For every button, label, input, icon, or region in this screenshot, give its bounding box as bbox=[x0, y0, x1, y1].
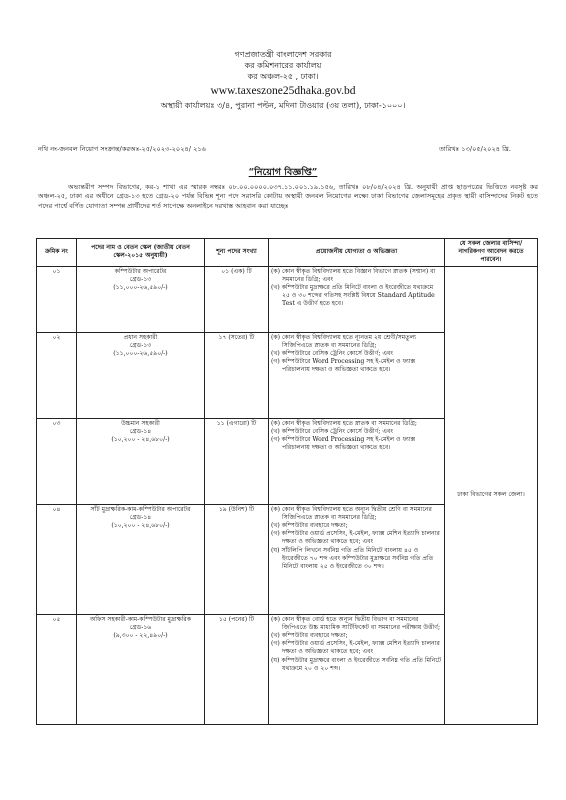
qualification-item: (গ) কম্পিউটার ওয়ার্ড প্রসেসিং, ই-মেইল, ফ্যাক্স মেশিন ইত্যাদি চালনার দক্ষতা ও অভিজ্ঞতা থাকতে হবে; এবং bbox=[271, 640, 440, 656]
serial-cell: ০১ bbox=[37, 266, 77, 332]
qualification-cell bbox=[269, 504, 445, 614]
qualification-item: (ক) কোন স্বীকৃত বিশ্ববিদ্যালয় হতে বিজ্ঞান বিভাগে স্নাতক (সম্মান) বা সমমানের ডিগ্রি; এবং bbox=[271, 267, 436, 283]
serial-cell: ০৪ bbox=[37, 504, 77, 614]
header-address: অস্থায়ী কার্যালয়ঃ ৩/৪, পুরানা পল্টন, মদিনা টাওয়ার (৩য় তলা), ঢাকা-১০০০। bbox=[160, 101, 406, 110]
post-name: কম্পিউটার অপারেটর bbox=[114, 267, 167, 275]
post-cell bbox=[77, 614, 205, 724]
qualification-item: (ঘ) সাঁটলিপি লিখনে সর্বনিম্ন গতি প্রতি মিনিটে বাংলায় ৪৫ ও ইংরেজীতে ৭০ শব্দ এবং কম্পিউটার মুদ্রাক্ষরে সর্বনিম্ন গতি প্রতি মিনিটে বাংলায় ২৫ ও ইংরেজীতে ৩০ শব্দ। bbox=[271, 546, 434, 571]
table-header-row bbox=[37, 239, 538, 267]
qualification-item: (খ) কম্পিউটার মুদ্রাক্ষরে প্রতি মিনিটে বাংলা ও ইংরেজীতে যথাক্রমে ২৫ ও ৩০ শব্দের গতিসহ সংশ্লিষ্ট বিষয়ে Standard Aptitude Test এ উত্তীর্ণ হতে হবে। bbox=[271, 284, 435, 308]
header-zone: কর অঞ্চল-২৫ , ঢাকা। bbox=[247, 72, 319, 81]
qualification-item: (গ) কম্পিউটারে Word Processing সহ ই-মেইল ও ফ্যাক্স পরিচালনায় দক্ষতা ও অভিজ্ঞতা থাকতে হবে। bbox=[271, 436, 416, 452]
header-district: যে সকল জেলার বাসিন্দা/ নাগরিকগণ আবেদন করতে পারবেন। bbox=[445, 239, 538, 267]
post-grade: গ্রেড-১৩ bbox=[129, 275, 152, 283]
qualification-item: (খ) কম্পিউটারে বেসিক ট্রেনিং কোর্সে উত্তীর্ণ; এবং bbox=[271, 427, 393, 435]
header-website[interactable]: www.taxeszone25dhaka.gov.bd bbox=[210, 85, 356, 97]
qualification-cell bbox=[269, 266, 445, 332]
notice-title: “নিয়োগ বিজ্ঞপ্তি” bbox=[248, 167, 318, 178]
header-govt: গণপ্রজাতন্ত্রী বাংলাদেশ সরকার bbox=[234, 50, 332, 59]
vacancy-table bbox=[36, 238, 538, 725]
post-scale: (১১,০০০-২৬,৫৯০/-) bbox=[113, 284, 168, 292]
post-cell bbox=[77, 504, 205, 614]
qualification-item: (ক) কোন স্বীকৃত বিশ্ববিদ্যালয় হতে ন্যূনতম ২য় শ্রেণী/সমতুল্য সিজিপিএতে স্নাতক বা সমমানের ডিগ্রি; bbox=[271, 333, 417, 349]
qualification-item: (ক) কোন স্বীকৃত বিশ্ববিদ্যালয় হতে অন্যূন দ্বিতীয় শ্রেণি বা সমমানের সিজিপিএতে স্নাতক বা সমমানের ডিগ্রি; bbox=[271, 505, 432, 521]
post-name: সাঁট মুদ্রাক্ষরিক-কাম-কম্পিউটার অপারেটর bbox=[90, 505, 191, 513]
qualification-item: (খ) কম্পিউটার ব্যবহারে দক্ষতা; bbox=[271, 522, 348, 530]
post-name: প্রধান সহকারী bbox=[123, 333, 158, 341]
post-grade: গ্রেড-১৬ bbox=[129, 623, 152, 631]
serial-cell: ০৫ bbox=[37, 614, 77, 724]
post-scale: (৯,৩০০ - ২২,৪৯০/-) bbox=[113, 632, 168, 640]
post-grade: গ্রেড-১৪ bbox=[129, 427, 152, 435]
header-office: কর কমিশনারের কার্যালয় bbox=[244, 61, 322, 70]
qualification-item: (গ) কম্পিউটারে Word Processing সহ ই-মেইল ও ফ্যাক্স পরিচালনায় দক্ষতা ও অভিজ্ঞতা থাকতে হবে। bbox=[271, 358, 416, 374]
vacancy-cell: ১৯ (উনিশ) টি bbox=[205, 504, 269, 614]
header-serial: ক্রমিক নং bbox=[37, 239, 77, 267]
header-post: পদের নাম ও বেতন স্কেল (জাতীয় বেতন স্কেল-২০১৫ অনুযায়ী) bbox=[77, 239, 205, 267]
post-scale: (১১,০০০-২৬,৫৯০/-) bbox=[113, 350, 168, 358]
notice-body: অভ্যন্তরীণ সম্পদ বিভাগের, কর-১ শাখা এর স্মারক নম্বরঃ ০৮.০০.০০০০.০৩৭.১১.০০১.১৯.১৫৬, তারিখঃ ০৮/০৪/২০২৪ খ্রি. অনুযায়ী প্রাপ্ত ছাড়পত্রের ভিত্তিতে নবসৃষ্ট কর অঞ্চল-২৫, ঢাকা এর অধীনে গ্রেড-১৩ হতে গ্রেড-২০ পর্যন্ত বিভিন্ন শূন্য পদে সরাসরি কোটায় অস্থায়ী জনবল নিয়োগের লক্ষ্যে ঢাকা বিভাগের জেলাসমূহের প্রকৃত স্থায়ী বাসিন্দাদের নিকট হতে পদের পার্শ্বে বর্ণিত যোগ্যতা সম্পন্ন প্রার্থীদের শর্ত সাপেক্ষে অনলাইনে দরখাস্ত আহবান করা যাচ্ছেঃ bbox=[38, 183, 538, 210]
vacancy-cell: ১৫ (পনের) টি bbox=[205, 614, 269, 724]
qualification-item: (খ) কম্পিউটারে বেসিক ট্রেনিং কোর্সে উত্তীর্ণ; এবং bbox=[271, 350, 393, 358]
post-cell bbox=[77, 332, 205, 418]
district-cell: ঢাকা বিভাগের সকল জেলা। bbox=[445, 266, 538, 724]
post-cell bbox=[77, 418, 205, 504]
qualification-cell bbox=[269, 418, 445, 504]
post-grade: গ্রেড-১৩ bbox=[129, 341, 152, 349]
qualification-cell bbox=[269, 614, 445, 724]
post-name: অফিস সহকারী-কাম-কম্পিউটার মুদ্রাক্ষরিক bbox=[89, 615, 191, 623]
memo-number: নথি নং-জনবল নিয়োগ সংক্রান্ত/করঅঃ-২৫/২০২৩-২০২৪/ ২১৬ bbox=[38, 145, 206, 153]
serial-cell: ০৩ bbox=[37, 418, 77, 504]
qualification-item: (গ) কম্পিউটার ওয়ার্ড প্রসেসিং, ই-মেইল, ফ্যাক্স মেশিন ইত্যাদি চালনার দক্ষতা ও অভিজ্ঞতা থাকতে হবে; এবং bbox=[271, 530, 440, 546]
header-vacancy: শূন্য পদের সংখ্যা bbox=[205, 239, 269, 267]
qualification-item: (ঘ) কম্পিউটার মুদ্রাক্ষরে বাংলা ও ইংরেজীতে সর্বনিম্ন গতি প্রতি মিনিটে যথাক্রমে ২০ ও ২০ শব্দ। bbox=[271, 656, 442, 672]
post-scale: (১০,২০০ - ২৪,৬৮০/-) bbox=[111, 522, 170, 530]
serial-cell: ০২ bbox=[37, 332, 77, 418]
memo-date: তারিখঃ ১৩/০৫/২০২৪ খ্রি. bbox=[438, 145, 511, 153]
vacancy-cell: ১৭ (সতের) টি bbox=[205, 332, 269, 418]
qualification-item: (ক) কোন স্বীকৃত বোর্ড হতে অন্যূন দ্বিতীয় বিভাগ বা সমমানের জিপিএতে উচ্চ মাধ্যমিক সার্টিফিকেট বা সমমানের পরীক্ষায় উত্তীর্ণ; bbox=[271, 615, 441, 631]
post-cell bbox=[77, 266, 205, 332]
vacancy-cell: ১১ (এগারো) টি bbox=[205, 418, 269, 504]
vacancy-cell: ০১ (এক) টি bbox=[205, 266, 269, 332]
post-scale: (১০,২০০ - ২৪,৬৮০/-) bbox=[111, 436, 170, 444]
header-qualification: প্রয়োজনীয় যোগ্যতা ও অভিজ্ঞতা bbox=[269, 239, 445, 267]
qualification-item: (ক) কোন স্বীকৃত বিশ্ববিদ্যালয় হতে স্নাতক বা সমমানের ডিগ্রি; bbox=[271, 419, 417, 427]
table-row bbox=[37, 266, 538, 332]
post-grade: গ্রেড-১৪ bbox=[129, 513, 152, 521]
qualification-item: (খ) কম্পিউটার ব্যবহারে দক্ষতা; bbox=[271, 632, 348, 640]
qualification-cell bbox=[269, 332, 445, 418]
post-name: উচ্চমান সহকারী bbox=[121, 419, 160, 427]
